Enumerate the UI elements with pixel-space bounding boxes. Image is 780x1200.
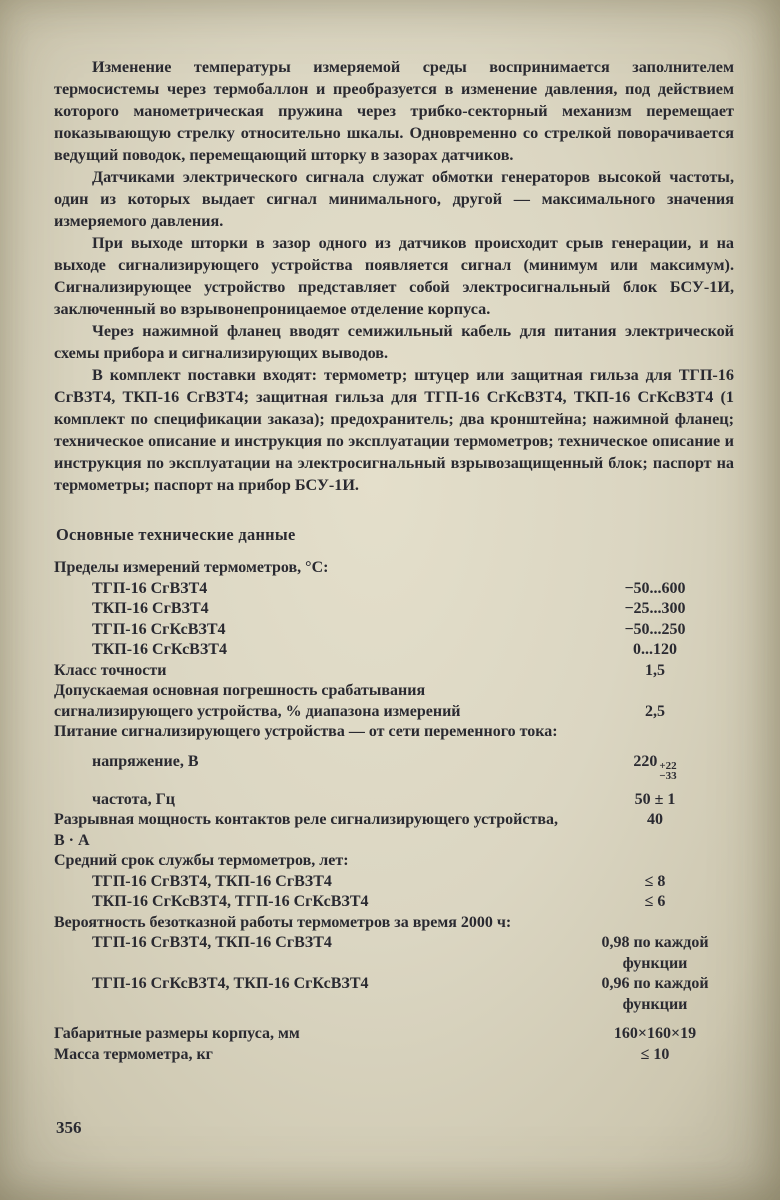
spec-row bbox=[54, 1024, 734, 1045]
spec-row bbox=[54, 974, 734, 1015]
spec-value: ≤ 10 bbox=[640, 1045, 670, 1063]
specs-list bbox=[54, 558, 734, 1065]
spec-value: 50 ± 1 bbox=[634, 790, 676, 808]
page-content bbox=[54, 56, 734, 1065]
voltage-tolerance bbox=[659, 761, 676, 781]
spec-row bbox=[54, 640, 734, 661]
paragraph: В комплект поставки входят: термометр; штуцер или защитная гильза для ТГП-16 СгВЗТ4, ТКП-16 СгВЗТ4; защитная гильза для ТГП-16 СгКсВЗТ4, ТКП-16 СгКсВЗТ4 (1 комплект по спецификации заказа); предохранитель; два кронштейна; нажимной фланец; техническое описание и инструкция по эксплуатации термометров; техническое описание и инструкция по эксплуатации на электросигнальный взрывозащищенный блок; паспорт на термометры; паспорт на прибор БСУ-1И. bbox=[54, 366, 734, 494]
spec-row bbox=[54, 1045, 734, 1066]
spec-value: 160×160×19 bbox=[613, 1025, 697, 1042]
spec-row bbox=[54, 661, 734, 682]
spec-label: ТГП-16 СгКсВЗТ4, ТКП-16 СгКсВЗТ4 bbox=[92, 975, 369, 992]
spec-value: −50...600 bbox=[624, 579, 686, 597]
spec-label: ТГП-16 СгВЗТ4 bbox=[92, 579, 208, 597]
spec-label: Средний срок службы термометров, лет: bbox=[54, 852, 349, 869]
paragraph: Изменение температуры измеряемой среды воспринимается заполнителем термосистемы через термобаллон и преобразуется в изменение давления, под действием которого манометрическая пружина через трибко-секторный механизм перемещает показывающую стрелку относительно шкалы. Одновременно со стрелкой поворачивается ведущий поводок, перемещающий шторку в зазорах датчиков. bbox=[54, 58, 734, 164]
spec-row bbox=[54, 872, 734, 893]
spec-value: −25...300 bbox=[624, 600, 686, 617]
spec-label: ТГП-16 СгВЗТ4, ТКП-16 СгВЗТ4 bbox=[92, 872, 332, 890]
spec-value: 40 bbox=[647, 811, 663, 828]
spec-label: Габаритные размеры корпуса, мм bbox=[54, 1025, 300, 1042]
spec-value: 0,98 по каждой функции bbox=[601, 934, 709, 972]
spec-row bbox=[54, 913, 734, 934]
spec-value: 2,5 bbox=[645, 702, 665, 720]
page-number: 356 bbox=[56, 1118, 82, 1137]
spec-value: 0,96 по каждой функции bbox=[601, 975, 709, 1013]
spec-row bbox=[54, 681, 734, 722]
spec-label: Масса термометра, кг bbox=[54, 1045, 213, 1063]
spec-row bbox=[54, 722, 734, 743]
spec-label: Питание сигнализирующего устройства — от сети переменного тока: bbox=[54, 723, 558, 740]
spec-value: ≤ 6 bbox=[644, 893, 666, 910]
spec-label: ТКП-16 СгКсВЗТ4, ТГП-16 СгКсВЗТ4 bbox=[92, 893, 369, 910]
spec-value: 0...120 bbox=[633, 641, 677, 658]
spec-row bbox=[54, 558, 734, 579]
spec-label: ТКП-16 СгКсВЗТ4 bbox=[92, 641, 227, 658]
spec-row bbox=[54, 752, 734, 781]
spec-label: Пределы измерений термометров, °С: bbox=[54, 559, 329, 576]
spec-row bbox=[54, 810, 734, 851]
paragraph: Через нажимной фланец вводят семижильный кабель для питания электрической схемы прибора и сигнализирующих выводов. bbox=[54, 322, 734, 362]
spec-value: −50...250 bbox=[624, 620, 686, 638]
spec-label: частота, Гц bbox=[92, 790, 176, 808]
voltage-value bbox=[576, 752, 734, 781]
spec-row bbox=[54, 579, 734, 600]
spec-row bbox=[54, 790, 734, 811]
spec-value: ≤ 8 bbox=[644, 872, 666, 890]
voltage-main: 220 bbox=[633, 752, 658, 770]
section-heading: Основные технические данные bbox=[56, 525, 296, 544]
voltage-tolerance-plus: +22 bbox=[659, 759, 677, 772]
voltage-tolerance-minus: −33 bbox=[659, 769, 677, 782]
spec-label: Разрывная мощность контактов реле сигнализирующего устройства, В · А bbox=[54, 811, 558, 849]
spec-row bbox=[54, 851, 734, 872]
spec-label: Вероятность безотказной работы термометров за время 2000 ч: bbox=[54, 913, 512, 931]
spec-value: 1,5 bbox=[645, 661, 665, 679]
spec-row bbox=[54, 933, 734, 974]
spec-label: ТГП-16 СгВЗТ4, ТКП-16 СгВЗТ4 bbox=[92, 934, 332, 951]
spec-label: напряжение, В bbox=[92, 752, 199, 770]
spec-row bbox=[54, 892, 734, 913]
paragraph: Датчиками электрического сигнала служат обмотки генераторов высокой частоты, один из которых выдает сигнал минимального, другой — максимального значения измеряемого давления. bbox=[54, 168, 734, 230]
spec-label: Класс точности bbox=[54, 661, 167, 679]
spec-row bbox=[54, 599, 734, 620]
spec-label: ТГП-16 СгКсВЗТ4 bbox=[92, 620, 226, 638]
spec-label: ТКП-16 СгВЗТ4 bbox=[92, 600, 209, 617]
paragraph: При выходе шторки в зазор одного из датчиков происходит срыв генерации, и на выходе сигнализирующего устройства появляется сигнал (минимум или максимум). Сигнализирующее устройство представляет собой электросигнальный блок БСУ-1И, заключенный во взрывонепроницаемое отделение корпуса. bbox=[54, 234, 734, 318]
spec-label: Допускаемая основная погрешность срабатывания сигнализирующего устройства, % диапазона измерений bbox=[54, 682, 461, 720]
spec-row bbox=[54, 620, 734, 641]
